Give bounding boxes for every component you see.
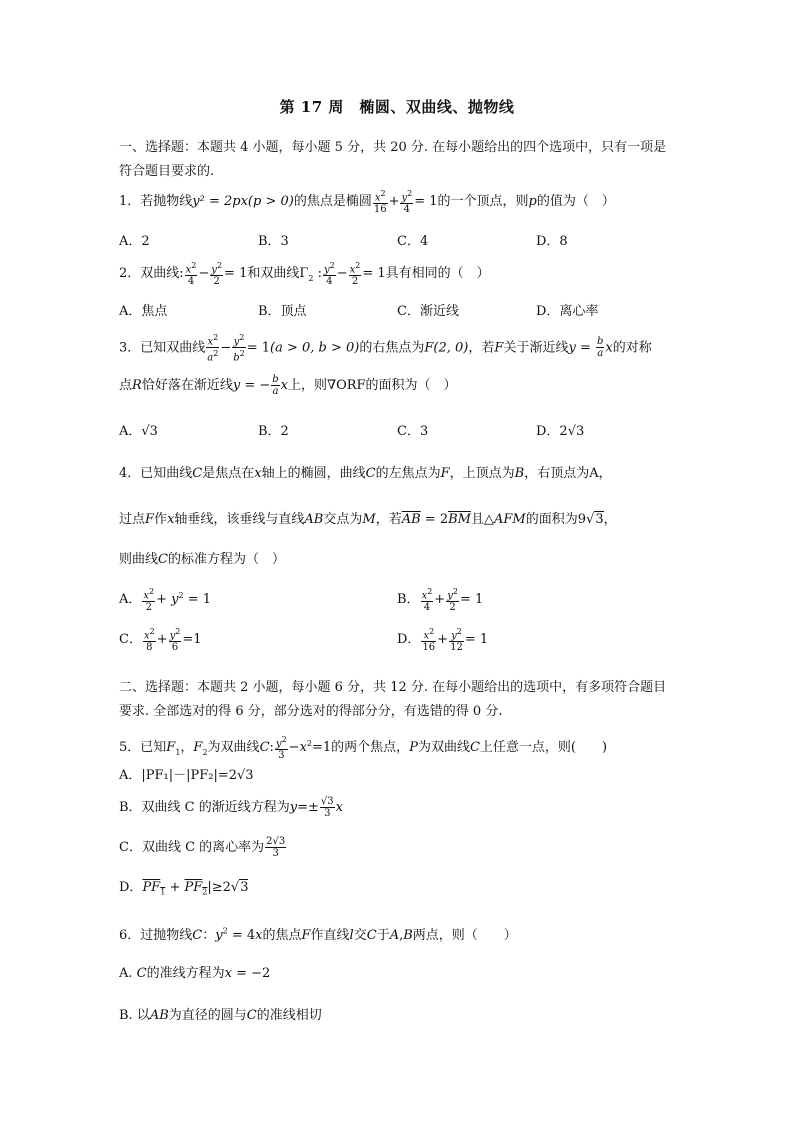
q4-option-d: D． $\frac{x^2}{16}$ + $\frac{y^2}{12}$ = 1: [397, 627, 489, 654]
q5-option-d: D．$PF_1 + PF_2|\ge 2√3$: [119, 880, 249, 897]
q2-option-c: C．渐近线: [397, 304, 459, 319]
q3-option-b: B．2: [258, 424, 289, 439]
q6-option-a: A. C的准线方程为x = −2: [119, 966, 271, 981]
q5-option-c: C．双曲线 C 的离心率为 $\frac{2√3}{3}$: [119, 836, 286, 859]
question-4-line1: 4．已知曲线C是焦点在x轴上的椭圆，曲线C的左焦点为F，上顶点为B，右顶点为A，: [119, 466, 612, 481]
question-2: 2．双曲线: $\frac{x^2}{4}$ − $\frac{y^2}{2}$ = 1和双曲线$\Gamma_2$ : $\frac{y^2}{4}$ − $\frac{x^2}{2}$ = 1具有相同的（ ）: [119, 261, 490, 288]
q1-option-d: D．8: [536, 234, 568, 249]
q1-option-a: A．2: [119, 234, 150, 249]
q2-option-a: A．焦点: [119, 304, 168, 319]
question-4-line2: 过点F作x轴垂线，该垂线与直线AB交点为M，若$\overline{AB} = 2\overline{BM}$且△AFM的面积为9√3，: [119, 512, 617, 527]
question-5: 5．已知$F_1$，$F_2$为双曲线C: $\frac{y^2}{3}$ $-x^2=1$的两个焦点，P为双曲线C上任意一点，则( ): [119, 735, 608, 762]
q1-option-b: B．3: [258, 234, 289, 249]
q3-option-c: C．3: [397, 424, 429, 439]
question-3-line2: 点R恰好落在渐近线y = − $\frac{b}{a}$ x上，则∇ORF的面积为（ ）: [119, 374, 457, 397]
question-1: 1．若抛物线y² = 2px(p > 0)的焦点是椭圆 $\frac{x^2}{16}$ + $\frac{y^2}{4}$ = 1的一个顶点，则p的值为（ ）: [119, 189, 615, 216]
q3-option-a: A．√3: [119, 424, 158, 439]
q4-option-c: C． $\frac{x^2}{8}$ + $\frac{y^2}{6}$ =1: [119, 627, 202, 654]
q5-option-a: A．|PF₁|－|PF₂|=2√3: [119, 768, 254, 783]
q5-option-b: B．双曲线 C 的渐近线方程为y=± $\frac{√3}{3}$ x: [119, 796, 343, 819]
q2-option-d: D．离心率: [536, 304, 599, 319]
question-3-line1: 3．已知双曲线 $\frac{x^2}{a^2}$ − $\frac{y^2}{b^2}$ = 1(a > 0, b > 0)的右焦点为F(2, 0)，若F关于渐近线y = $\frac{b}{a}$ x的对称: [119, 333, 652, 364]
question-6: 6．过抛物线C：$y^2 = 4x$的焦点F作直线l交C于A,B两点，则（ ）: [119, 926, 517, 943]
q1-equation: y² = 2px(p > 0): [192, 194, 294, 210]
q3-option-d: D．2√3: [536, 424, 585, 439]
section2-heading: 二、选择题：本题共 2 小题，每小题 6 分，共 12 分. 在每小题给出的选项中，有多项符合题目要求. 全部选对的得 6 分，部分选对的得部分分，有选错的得 0 分.: [119, 680, 667, 719]
q2-option-b: B．顶点: [258, 304, 307, 319]
q4-option-a: A． $\frac{x^2}{2}$ + $y^2 = 1$: [119, 587, 212, 614]
q4-option-b: B． $\frac{x^2}{4}$ + $\frac{y^2}{2}$ = 1: [397, 587, 484, 614]
section1-heading: 一、选择题：本题共 4 小题，每小题 5 分，共 20 分. 在每小题给出的四个选项中，只有一项是符合题目要求的.: [119, 140, 667, 179]
question-4-line3: 则曲线C的标准方程为（ ）: [119, 552, 285, 567]
q6-option-b: B. 以AB为直径的圆与C的准线相切: [119, 1008, 322, 1023]
page-title: 第 17 周 椭圆、双曲线、抛物线: [279, 98, 515, 116]
q1-option-c: C．4: [397, 234, 429, 249]
